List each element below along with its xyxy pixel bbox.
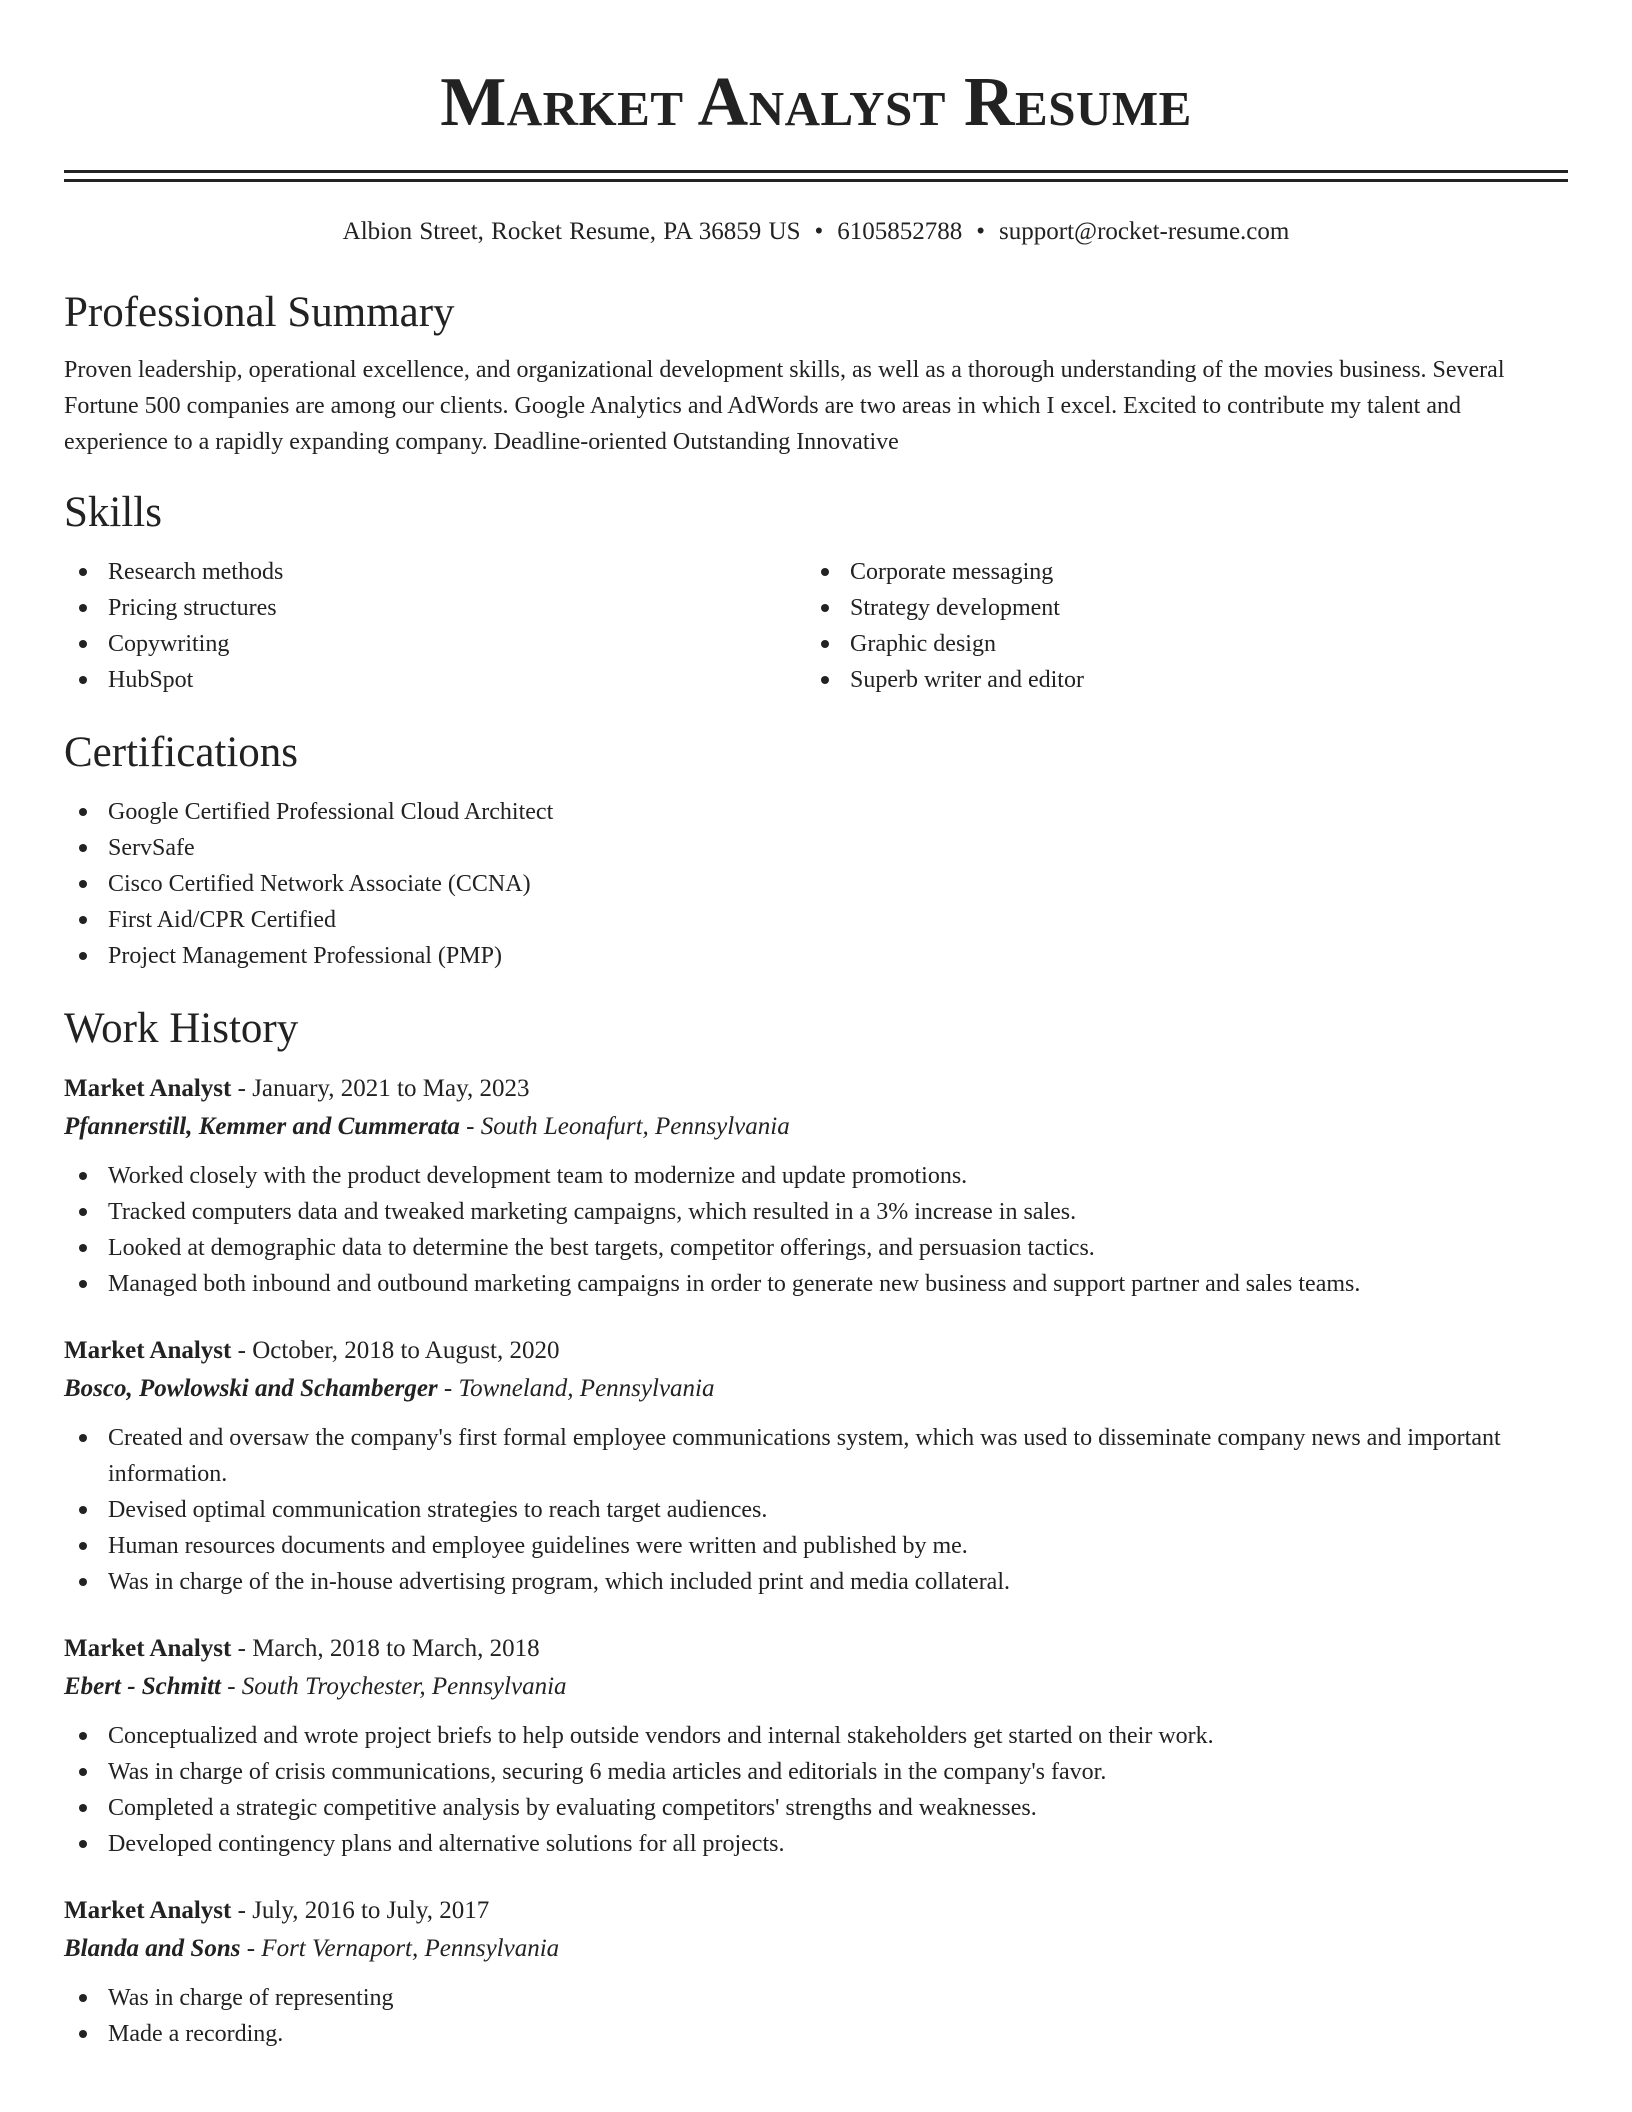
bullet-icon [79, 1804, 87, 1812]
job-company: Blanda and Sons [64, 1935, 241, 1962]
summary-text: Proven leadership, operational excellence, and organizational development skills, as well as a thorough understanding of the movies business. Several Fortune 500 companies are among our clients. Google Analytics and AdWords are two areas in which I excel. Excited to contribute my talent and experience to a rapidly expanding company. Deadline-oriented Outstanding Innovative [64, 357, 1505, 455]
skill-label: Copywriting [108, 631, 230, 657]
job-bullet [64, 1492, 1568, 1528]
job-title-line [64, 1892, 1568, 1930]
job-company-line [64, 1930, 1568, 1968]
certification-item [64, 938, 1568, 974]
certification-label: First Aid/CPR Certified [108, 907, 337, 933]
job-bullets [64, 1980, 1568, 2052]
job-role: Market Analyst [64, 1897, 232, 1924]
bullet-icon [79, 1434, 87, 1442]
certification-item [64, 866, 1568, 902]
skill-label: Research methods [108, 559, 284, 585]
job-bullet-text: Conceptualized and wrote project briefs to help outside vendors and internal stakeholders get started on their work. [108, 1723, 1214, 1749]
job-dash: - [240, 1935, 262, 1962]
job-location: Fort Vernaport, Pennsylvania [261, 1935, 560, 1962]
job-dates: July, 2016 to July, 2017 [252, 1897, 490, 1924]
certification-label: Cisco Certified Network Associate (CCNA) [108, 871, 531, 897]
job-company: Ebert - Schmitt [64, 1673, 221, 1700]
job-bullet [64, 1718, 1568, 1754]
job-dates: March, 2018 to March, 2018 [252, 1635, 540, 1662]
job-bullet-text: Was in charge of crisis communications, securing 6 media articles and editorials in the company's favor. [108, 1759, 1107, 1785]
bullet-icon [79, 1840, 87, 1848]
job-bullet [64, 1754, 1568, 1790]
job-dash: - [231, 1337, 253, 1364]
skill-label: Graphic design [850, 631, 996, 657]
job-bullet-text: Devised optimal communication strategies to reach target audiences. [108, 1497, 768, 1523]
job-entry [64, 1892, 1568, 2052]
bullet-icon [79, 952, 87, 960]
job-location: South Troychester, Pennsylvania [241, 1673, 567, 1700]
bullet-icon [821, 568, 829, 576]
job-bullet-text: Was in charge of representing [108, 1985, 394, 2011]
skills-list-right [806, 554, 1548, 698]
job-bullet-text: Made a recording. [108, 2021, 284, 2047]
job-bullet-text: Human resources documents and employee guidelines were written and published by me. [108, 1533, 968, 1559]
job-title-line [64, 1070, 1568, 1108]
skills-list-left [64, 554, 806, 698]
skill-item [806, 554, 1548, 590]
job-bullet [64, 1230, 1568, 1266]
skill-item [806, 590, 1548, 626]
skill-item [64, 626, 806, 662]
certification-item [64, 794, 1568, 830]
certification-label: Google Certified Professional Cloud Architect [108, 799, 554, 825]
contact-email: support@rocket-resume.com [999, 218, 1290, 245]
job-entry [64, 1630, 1568, 1862]
job-dates: October, 2018 to August, 2020 [252, 1337, 560, 1364]
bullet-icon [821, 604, 829, 612]
job-dash: - [459, 1113, 481, 1140]
bullet-icon [79, 808, 87, 816]
job-bullet-text: Managed both inbound and outbound marketing campaigns in order to generate new business and support partner and sales teams. [108, 1271, 1361, 1297]
job-role: Market Analyst [64, 1337, 232, 1364]
skill-item [64, 662, 806, 698]
certification-item [64, 902, 1568, 938]
bullet-icon [79, 1172, 87, 1180]
certification-item [64, 830, 1568, 866]
bullet-icon [79, 1768, 87, 1776]
job-location: Towneland, Pennsylvania [458, 1375, 715, 1402]
bullet-icon [79, 1208, 87, 1216]
job-title-line [64, 1332, 1568, 1370]
job-bullet-text: Tracked computers data and tweaked marketing campaigns, which resulted in a 3% increase in sales. [108, 1199, 1077, 1225]
skill-label: Superb writer and editor [850, 667, 1084, 693]
summary-heading: Professional Summary [64, 289, 455, 336]
job-company-line [64, 1370, 1568, 1408]
job-bullet [64, 1980, 1568, 2016]
skill-item [806, 662, 1548, 698]
job-bullet [64, 1266, 1568, 1302]
title-divider [64, 170, 1568, 182]
job-dates: January, 2021 to May, 2023 [252, 1075, 530, 1102]
job-role: Market Analyst [64, 1075, 232, 1102]
bullet-icon [79, 1732, 87, 1740]
bullet-icon [821, 640, 829, 648]
contact-separator: • [814, 218, 824, 245]
certifications-heading: Certifications [64, 729, 299, 776]
job-bullet-text: Was in charge of the in-house advertising program, which included print and media collateral. [108, 1569, 1011, 1595]
job-bullet [64, 2016, 1568, 2052]
skill-label: HubSpot [108, 667, 194, 693]
job-bullets [64, 1158, 1568, 1302]
job-company: Pfannerstill, Kemmer and Cummerata [64, 1113, 460, 1140]
certification-label: Project Management Professional (PMP) [108, 943, 502, 969]
skills-grid [64, 554, 1568, 698]
bullet-icon [79, 1542, 87, 1550]
skill-item [806, 626, 1548, 662]
bullet-icon [79, 604, 87, 612]
job-location: South Leonafurt, Pennsylvania [480, 1113, 790, 1140]
work-history-heading: Work History [64, 1005, 299, 1052]
skill-label: Strategy development [850, 595, 1060, 621]
skill-item [64, 590, 806, 626]
job-bullet [64, 1564, 1568, 1600]
job-bullet [64, 1420, 1568, 1492]
job-company-line [64, 1108, 1568, 1146]
bullet-icon [79, 1578, 87, 1586]
job-role: Market Analyst [64, 1635, 232, 1662]
job-bullet-text: Developed contingency plans and alternative solutions for all projects. [108, 1831, 785, 1857]
job-bullets [64, 1420, 1568, 1600]
bullet-icon [79, 676, 87, 684]
bullet-icon [79, 1506, 87, 1514]
job-bullet-text: Created and oversaw the company's first formal employee communications system, which was used to disseminate company news and important information. [108, 1425, 1501, 1487]
skill-label: Pricing structures [108, 595, 277, 621]
contact-line [64, 216, 1568, 248]
job-dash: - [231, 1897, 253, 1924]
job-bullet [64, 1158, 1568, 1194]
job-bullet [64, 1790, 1568, 1826]
job-title-line [64, 1630, 1568, 1668]
bullet-icon [79, 844, 87, 852]
job-entry [64, 1332, 1568, 1600]
bullet-icon [79, 568, 87, 576]
skill-item [64, 554, 806, 590]
job-dash: - [231, 1075, 253, 1102]
skills-heading: Skills [64, 489, 162, 536]
bullet-icon [821, 676, 829, 684]
job-bullet-text: Worked closely with the product development team to modernize and update promotions. [108, 1163, 968, 1189]
certifications-list [64, 794, 1568, 974]
contact-separator: • [976, 218, 986, 245]
job-company: Bosco, Powlowski and Schamberger [64, 1375, 438, 1402]
contact-address: Albion Street, Rocket Resume, PA 36859 US [342, 218, 801, 245]
resume-title: Market Analyst Resume [440, 64, 1192, 141]
job-bullet [64, 1194, 1568, 1230]
job-dash: - [437, 1375, 459, 1402]
bullet-icon [79, 640, 87, 648]
job-bullet-text: Completed a strategic competitive analysis by evaluating competitors' strengths and weaknesses. [108, 1795, 1037, 1821]
contact-phone: 6105852788 [837, 218, 963, 245]
bullet-icon [79, 916, 87, 924]
bullet-icon [79, 1244, 87, 1252]
job-dash: - [220, 1673, 242, 1700]
job-company-line [64, 1668, 1568, 1706]
bullet-icon [79, 1994, 87, 2002]
skill-label: Corporate messaging [850, 559, 1054, 585]
certification-label: ServSafe [108, 835, 195, 861]
job-bullet [64, 1528, 1568, 1564]
job-bullets [64, 1718, 1568, 1862]
bullet-icon [79, 2030, 87, 2038]
job-entry [64, 1070, 1568, 1302]
bullet-icon [79, 1280, 87, 1288]
job-dash: - [231, 1635, 253, 1662]
job-bullet-text: Looked at demographic data to determine the best targets, competitor offerings, and persuasion tactics. [108, 1235, 1095, 1261]
job-bullet [64, 1826, 1568, 1862]
bullet-icon [79, 880, 87, 888]
